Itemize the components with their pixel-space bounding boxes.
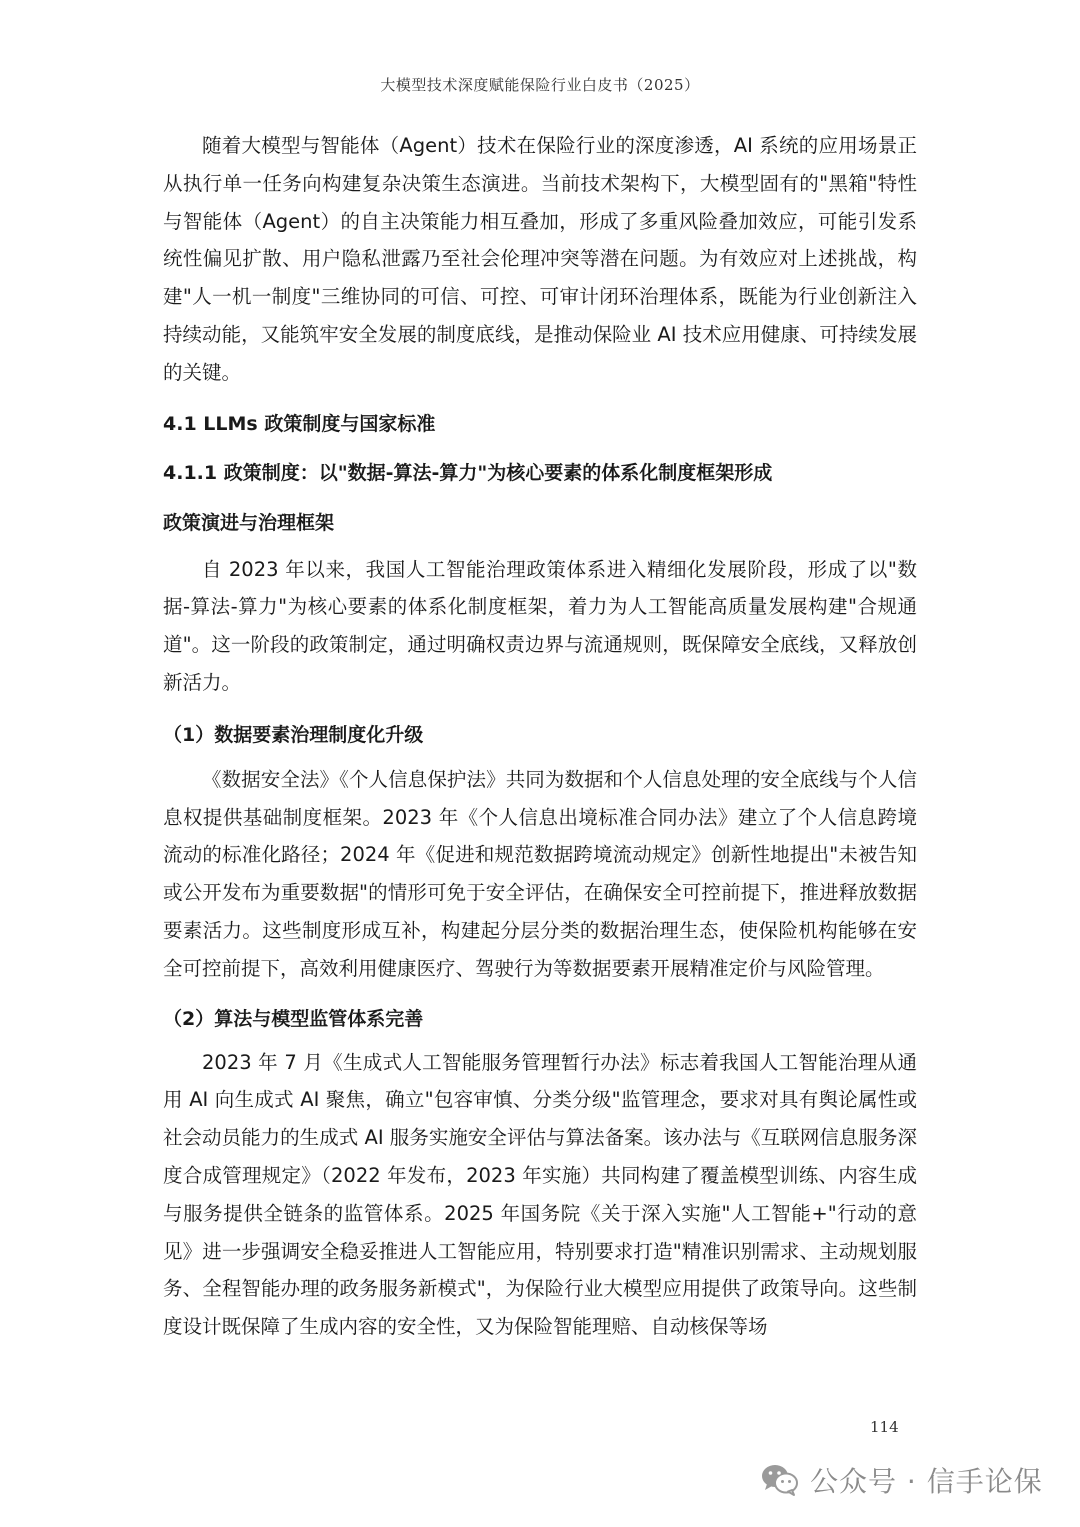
subsection-heading: 4.1.1 政策制度：以"数据-算法-算力"为核心要素的体系化制度框架形成 (163, 461, 773, 484)
policy-paragraph: 自 2023 年以来，我国人工智能治理政策体系进入精细化发展阶段，形成了以"数据-算法-算力"为核心要素的体系化制度框架，着力为人工智能高质量发展构建"合规通道"。这一阶段的政策制定，通过明确权责边界与流通规则，既保障安全底线，又释放创新活力。 (163, 557, 917, 694)
section-heading: 4.1 LLMs 政策制度与国家标准 (163, 412, 436, 435)
watermark (760, 1460, 1043, 1500)
watermark-text: 公众号 · 信手论保 (810, 1465, 1043, 1498)
topic-heading: 政策演进与治理框架 (163, 511, 335, 534)
item-1-paragraph: 《数据安全法》《个人信息保护法》共同为数据和个人信息处理的安全底线与个人信息权提供基础制度框架。2023 年《个人信息出境标准合同办法》建立了个人信息跨境流动的标准化路径；2024 年《促进和规范数据跨境流动规定》创新性地提出"未被告知或公开发布为重要数据"的情形可免于安全评估，在确保安全可控前提下，推进释放数据要素活力。这些制度形成互补，构建起分层分类的数据治理生态，使保险机构能够在安全可控前提下，高效利用健康医疗、驾驶行为等数据要素开展精准定价与风险管理。 (163, 767, 917, 980)
item-2-heading: （2）算法与模型监管体系完善 (163, 1007, 424, 1030)
running-header: 大模型技术深度赋能保险行业白皮书（2025） (380, 76, 700, 94)
page-number: 114 (870, 1418, 899, 1436)
wechat-icon (760, 1463, 800, 1497)
document-body (163, 127, 917, 1346)
intro-paragraph: 随着大模型与智能体（Agent）技术在保险行业的深度渗透，AI 系统的应用场景正从执行单一任务向构建复杂决策生态演进。当前技术架构下，大模型固有的"黑箱"特性与智能体（Agent）的自主决策能力相互叠加，形成了多重风险叠加效应，可能引发系统性偏见扩散、用户隐私泄露乃至社会伦理冲突等潜在问题。为有效应对上述挑战，构建"人一机一制度"三维协同的可信、可控、可审计闭环治理体系，既能为行业创新注入持续动能，又能筑牢安全发展的制度底线，是推动保险业 AI 技术应用健康、可持续发展的关键。 (163, 134, 917, 384)
item-1-heading: （1）数据要素治理制度化升级 (163, 723, 424, 746)
item-2-paragraph: 2023 年 7 月《生成式人工智能服务管理暂行办法》标志着我国人工智能治理从通用 AI 向生成式 AI 聚焦，确立"包容审慎、分类分级"监管理念，要求对具有舆论属性或社会动员能力的生成式 AI 服务实施安全评估与算法备案。该办法与《互联网信息服务深度合成管理规定》（2022 年发布，2023 年实施）共同构建了覆盖模型训练、内容生成与服务提供全链条的监管体系。2025 年国务院《关于深入实施"人工智能+"行动的意见》进一步强调安全稳妥推进人工智能应用，特别要求打造"精准识别需求、主动规划服务、全程智能办理的政务服务新模式"，为保险行业大模型应用提供了政策导向。这些制度设计既保障了生成内容的安全性，又为保险智能理赔、自动核保等场 (163, 1050, 917, 1339)
